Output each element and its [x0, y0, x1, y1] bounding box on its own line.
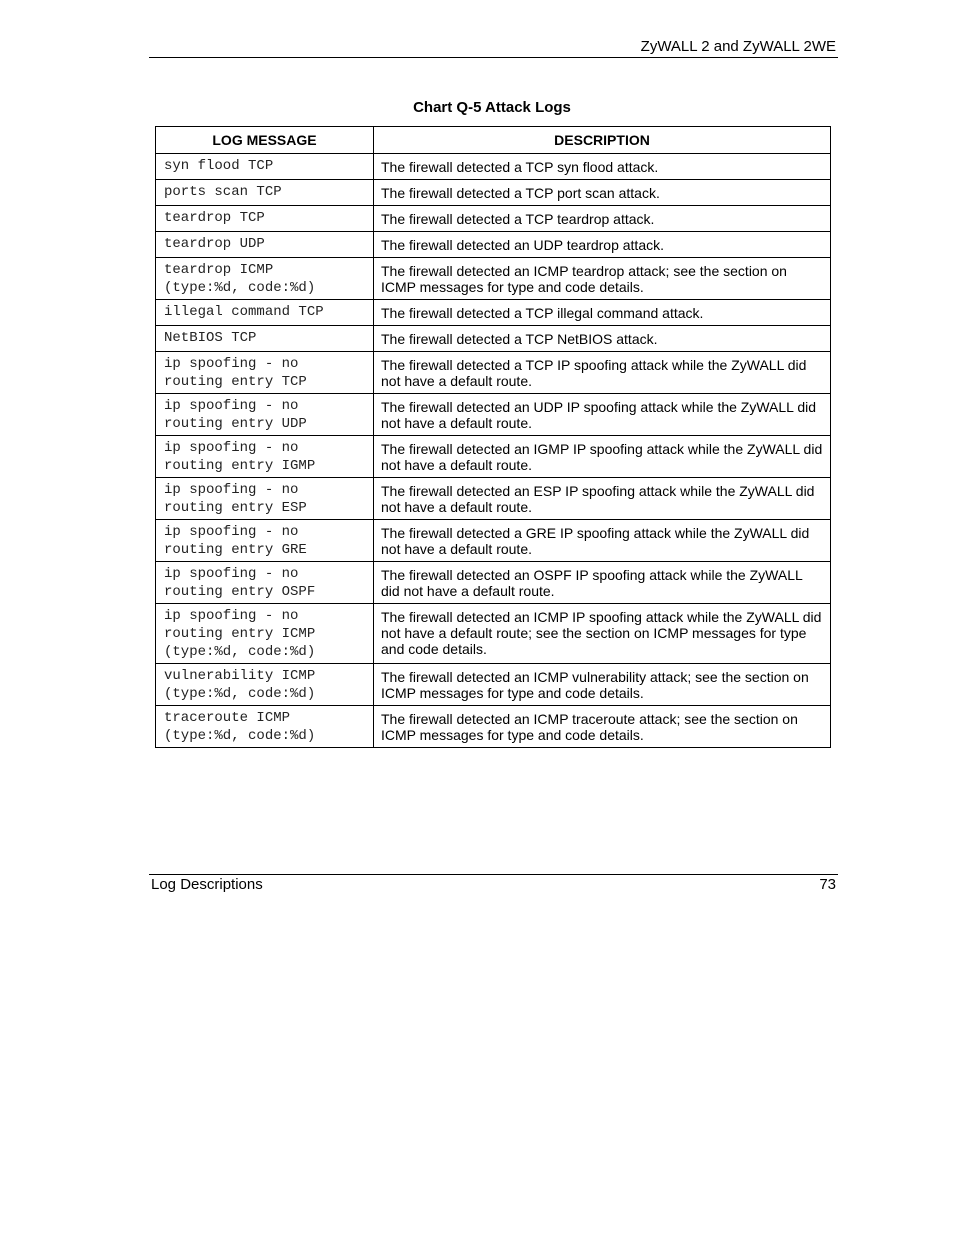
log-message-cell: ip spoofing - no routing entry UDP — [156, 394, 374, 436]
table-row — [156, 520, 831, 562]
table-row — [156, 206, 831, 232]
description-cell: The firewall detected an ICMP IP spoofing attack while the ZyWALL did not have a default route; see the section on ICMP messages for type and code details. — [374, 604, 831, 664]
footer-section-name: Log Descriptions — [151, 876, 263, 893]
description-cell: The firewall detected an IGMP IP spoofing attack while the ZyWALL did not have a default route. — [374, 436, 831, 478]
table-row — [156, 180, 831, 206]
log-message-cell: illegal command TCP — [156, 300, 374, 326]
description-cell: The firewall detected a TCP teardrop attack. — [374, 206, 831, 232]
table-row — [156, 352, 831, 394]
description-cell: The firewall detected a TCP IP spoofing attack while the ZyWALL did not have a default route. — [374, 352, 831, 394]
table-body — [156, 154, 831, 748]
description-cell: The firewall detected an ICMP traceroute attack; see the section on ICMP messages for type and code details. — [374, 706, 831, 748]
log-message-cell: teardrop TCP — [156, 206, 374, 232]
description-cell: The firewall detected an UDP teardrop attack. — [374, 232, 831, 258]
description-cell: The firewall detected an ESP IP spoofing attack while the ZyWALL did not have a default route. — [374, 478, 831, 520]
description-cell: The firewall detected an ICMP vulnerability attack; see the section on ICMP messages for type and code details. — [374, 664, 831, 706]
log-message-cell: ip spoofing - no routing entry GRE — [156, 520, 374, 562]
description-cell: The firewall detected a TCP syn flood attack. — [374, 154, 831, 180]
table-row — [156, 154, 831, 180]
table-row — [156, 258, 831, 300]
log-message-cell: teardrop UDP — [156, 232, 374, 258]
log-message-cell: ip spoofing - no routing entry TCP — [156, 352, 374, 394]
log-message-cell: traceroute ICMP (type:%d, code:%d) — [156, 706, 374, 748]
table-row — [156, 562, 831, 604]
column-header-description: DESCRIPTION — [374, 127, 831, 154]
description-cell: The firewall detected an UDP IP spoofing attack while the ZyWALL did not have a default route. — [374, 394, 831, 436]
log-message-cell: ports scan TCP — [156, 180, 374, 206]
chart-caption: Chart Q-5 Attack Logs — [413, 99, 571, 116]
table-row — [156, 436, 831, 478]
page-header-title: ZyWALL 2 and ZyWALL 2WE — [640, 38, 836, 55]
log-message-cell: ip spoofing - no routing entry ICMP (type:%d, code:%d) — [156, 604, 374, 664]
description-cell: The firewall detected an ICMP teardrop attack; see the section on ICMP messages for type and code details. — [374, 258, 831, 300]
log-message-cell: ip spoofing - no routing entry IGMP — [156, 436, 374, 478]
description-cell: The firewall detected a TCP NetBIOS attack. — [374, 326, 831, 352]
table-row — [156, 232, 831, 258]
log-message-cell: NetBIOS TCP — [156, 326, 374, 352]
column-header-log-message: LOG MESSAGE — [156, 127, 374, 154]
log-message-cell: vulnerability ICMP (type:%d, code:%d) — [156, 664, 374, 706]
table-row — [156, 664, 831, 706]
table-row — [156, 394, 831, 436]
log-message-cell: syn flood TCP — [156, 154, 374, 180]
description-cell: The firewall detected an OSPF IP spoofing attack while the ZyWALL did not have a default route. — [374, 562, 831, 604]
table-header-row — [156, 127, 831, 154]
table-row — [156, 478, 831, 520]
attack-logs-table — [155, 126, 831, 748]
description-cell: The firewall detected a GRE IP spoofing attack while the ZyWALL did not have a default route. — [374, 520, 831, 562]
table-row — [156, 706, 831, 748]
table-row — [156, 604, 831, 664]
log-message-cell: teardrop ICMP (type:%d, code:%d) — [156, 258, 374, 300]
table-row — [156, 300, 831, 326]
log-message-cell: ip spoofing - no routing entry ESP — [156, 478, 374, 520]
description-cell: The firewall detected a TCP illegal command attack. — [374, 300, 831, 326]
footer-page-number: 73 — [819, 876, 836, 893]
header-divider — [149, 57, 838, 58]
log-message-cell: ip spoofing - no routing entry OSPF — [156, 562, 374, 604]
description-cell: The firewall detected a TCP port scan attack. — [374, 180, 831, 206]
table-row — [156, 326, 831, 352]
footer-divider — [149, 874, 838, 875]
